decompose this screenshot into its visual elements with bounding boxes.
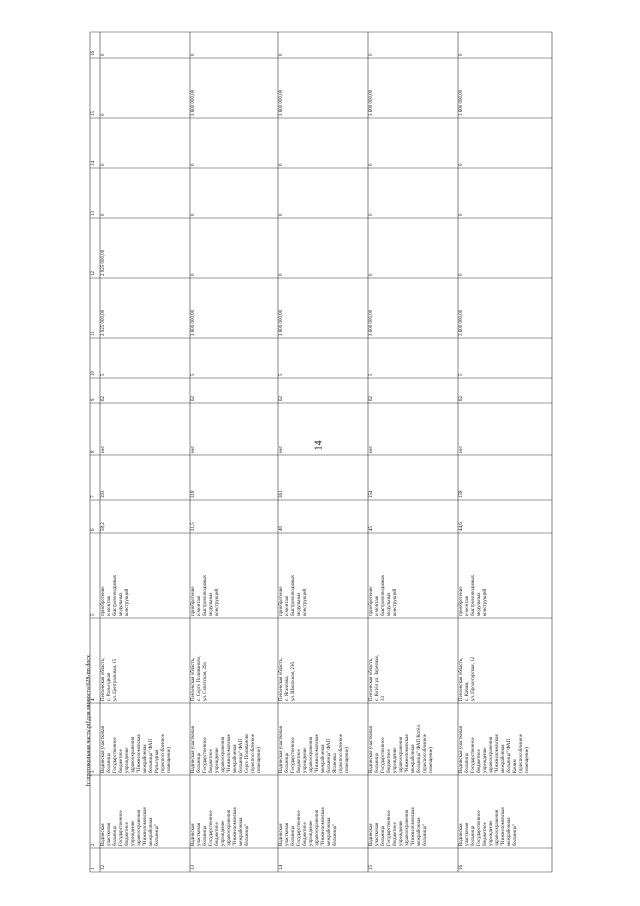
table-cell-c14: 0 bbox=[279, 163, 284, 166]
table-cell-c2: Вадинская участковая больница Государственное бюджетное учреждение здравоохранения "Нижнеломовская межрайонная больница" bbox=[369, 807, 428, 846]
table-cell-c6: 44,6 bbox=[459, 522, 464, 531]
table-cell-c14: 0 bbox=[191, 163, 196, 166]
table-cell-c9: 62 bbox=[369, 396, 374, 401]
table-cell-c14: 0 bbox=[369, 163, 374, 166]
column-header-2: 2 bbox=[91, 843, 96, 846]
column-header-3: 3 bbox=[91, 770, 96, 773]
table-cell-num: 14 bbox=[279, 865, 284, 870]
table-cell-c11: 2 925 000,00 bbox=[101, 309, 106, 336]
table-cell-c7: 154 bbox=[369, 490, 374, 498]
table-cell-c5: приобретение и монтаж быстровозводимых модульных конструкций bbox=[101, 574, 130, 616]
table-cell-c15: 3 600 000,00 bbox=[369, 89, 374, 116]
table-cell-c3: Вадинская участковая больница Государственное бюджетное учреждение здравоохранения "Нижнеломовская межрайонная больница" ФАП Котёл (приспособленное помещение) bbox=[369, 725, 434, 773]
table-cell-c11: 3 600 000,00 bbox=[191, 309, 196, 336]
column-header-11: 11 bbox=[91, 331, 96, 336]
table-cell-num: 16 bbox=[459, 865, 464, 870]
table-cell-c2: Вадинская участковая больница Государственное бюджетное учреждение здравоохранения "Нижнеломовская межрайонная больница" bbox=[459, 807, 518, 846]
table-cell-c8: нет bbox=[279, 445, 284, 453]
table-cell-c11: 3 600 000,00 bbox=[459, 309, 464, 336]
column-header-4: 4 bbox=[91, 698, 96, 701]
table-cell-c15: 3 600 000,00 bbox=[459, 89, 464, 116]
table-cell-c13: 0 bbox=[191, 213, 196, 216]
table-cell-c9: 62 bbox=[191, 396, 196, 401]
column-header-8: 8 bbox=[91, 450, 96, 453]
table-cell-c4: Пензенская область, с. Серго Поливаново, ул. Советская, 29а bbox=[191, 655, 208, 701]
column-header-12: 12 bbox=[91, 271, 96, 276]
table-cell-c12: 0 bbox=[459, 273, 464, 276]
table-cell-c3: Вадинская участковая больница Государственное бюджетное учреждение здравоохранения "Нижнеломовская межрайонная больница" ФАП Серго Поливаново (приспособленное помещение) bbox=[191, 726, 262, 773]
table-cell-c7: 318 bbox=[191, 490, 196, 498]
table-cell-c16: 0 bbox=[101, 53, 106, 56]
table-cell-c4: Пензенская область, с. Ягановка, ул. Школьная, 23б bbox=[279, 657, 296, 701]
table-cell-c5: приобретение и монтаж быстровозводимых модульных конструкций bbox=[459, 574, 488, 616]
table-cell-c4: Пензенская область, с. Разъездная ул. Центральная, 15 bbox=[101, 657, 118, 701]
column-header-5: 5 bbox=[91, 613, 96, 616]
table-cell-c8: нет bbox=[101, 445, 106, 453]
column-header-9: 9 bbox=[91, 398, 96, 401]
table-cell-c6: 45 bbox=[369, 526, 374, 531]
table-cell-c14: 0 bbox=[101, 163, 106, 166]
table-cell-c13: 0 bbox=[369, 213, 374, 216]
table-cell-c12: 0 bbox=[369, 273, 374, 276]
table-cell-c10: 5 bbox=[101, 373, 106, 376]
table-cell-c10: 5 bbox=[279, 373, 284, 376]
table-cell-c14: 0 bbox=[459, 163, 464, 166]
table-cell-c16: 0 bbox=[369, 53, 374, 56]
table-cell-c13: 0 bbox=[279, 213, 284, 216]
table-cell-c3: Вадинская участковая больница Государственное бюджетное учреждение здравоохранения "Нижнеломовская межрайонная больница" ФАП Ягановка (приспособленное помещение) bbox=[279, 726, 350, 773]
table-cell-num: 13 bbox=[191, 865, 196, 870]
table-cell-c4: Пензенская область, с. Котёл ул. Заречная, 33 bbox=[369, 655, 386, 701]
table-cell-c16: 0 bbox=[191, 53, 196, 56]
column-header-13: 13 bbox=[91, 211, 96, 216]
table-cell-c10: 5 bbox=[191, 373, 196, 376]
column-header-10: 10 bbox=[91, 371, 96, 376]
table-cell-c12: 0 bbox=[279, 273, 284, 276]
table-cell-c5: приобретение и монтаж быстровозводимых модульных конструкций bbox=[191, 574, 220, 616]
table-cell-c10: 5 bbox=[369, 373, 374, 376]
column-header-1: 1 bbox=[91, 867, 96, 870]
table-cell-c12: 2 925 000,00 bbox=[101, 249, 106, 276]
table-cell-c13: 0 bbox=[101, 213, 106, 216]
table-cell-num: 15 bbox=[369, 865, 374, 870]
table-cell-c8: нет bbox=[459, 445, 464, 453]
table-cell-c2: Вадинская участковая больница Государственное бюджетное учреждение здравоохранения "Нижнеломовская межрайонная больница" bbox=[191, 807, 250, 846]
table-cell-c13: 0 bbox=[459, 213, 464, 216]
table-cell-c9: 62 bbox=[279, 396, 284, 401]
table-cell-c6: 40 bbox=[279, 526, 284, 531]
table-cell-c5: приобретение и монтаж быстровозводимых модульных конструкций bbox=[279, 574, 308, 616]
table-cell-c9: 62 bbox=[459, 396, 464, 401]
table-cell-c6: 21,5 bbox=[191, 522, 196, 531]
page-number: 14 bbox=[313, 440, 325, 451]
table-cell-c5: приобретение и монтаж быстровозводимых модульных конструкций bbox=[369, 574, 398, 616]
table-cell-c3: Вадинская участковая больница Государственное бюджетное учреждение здравоохранения "Нижнеломовская межрайонная больница" ФАП Разъездная (приспособленное помещение) bbox=[101, 726, 172, 773]
table-cell-c3: Вадинская участковая больница Государственное бюджетное учреждение здравоохранения "Нижнеломовская межрайонная больница" ФАП Качим (приспособленное помещение) bbox=[459, 726, 530, 773]
table-cell-c7: 361 bbox=[279, 490, 284, 498]
table-cell-num: 12 bbox=[101, 865, 106, 870]
table-cell-c2: Вадинская участковая больница Государственное бюджетное учреждение здравоохранения "Нижнеломовская межрайонная больница" bbox=[101, 807, 160, 846]
table-cell-c8: нет bbox=[369, 445, 374, 453]
column-header-15: 15 bbox=[91, 111, 96, 116]
column-header-14: 14 bbox=[91, 161, 96, 166]
table-cell-c11: 3 600 000,00 bbox=[369, 309, 374, 336]
column-header-16: 16 bbox=[91, 51, 96, 56]
table-cell-c16: 0 bbox=[279, 53, 284, 56]
table-cell-c9: 62 bbox=[101, 396, 106, 401]
table-cell-c7: 393 bbox=[101, 490, 106, 498]
table-cell-c6: 58,2 bbox=[101, 522, 106, 531]
table-cell-c4: Пензенская область, с. Качим, ул. Пролетарская, 12 bbox=[459, 656, 476, 701]
table-cell-c10: 5 bbox=[459, 373, 464, 376]
table-cell-c7: 158 bbox=[459, 490, 464, 498]
table-cell-c8: нет bbox=[191, 445, 196, 453]
table-cell-c15: 3 600 000,00 bbox=[191, 89, 196, 116]
table-cell-c11: 3 600 000,00 bbox=[279, 309, 284, 336]
table-cell-c16: 0 bbox=[459, 53, 464, 56]
column-header-6: 6 bbox=[91, 528, 96, 531]
table-cell-c12: 0 bbox=[191, 273, 196, 276]
table-cell-c2: Вадинская участковая больница Государственное бюджетное учреждение здравоохранения "Нижнеломовская межрайонная больница" bbox=[279, 807, 338, 846]
table-cell-c15: 3 600 000,00 bbox=[279, 89, 284, 116]
table-cell-c15: 0 bbox=[101, 113, 106, 116]
column-header-7: 7 bbox=[91, 495, 96, 498]
footer-file-path: h:\протокольная часть\pil\для минюста\628-пп.docx bbox=[86, 654, 92, 786]
